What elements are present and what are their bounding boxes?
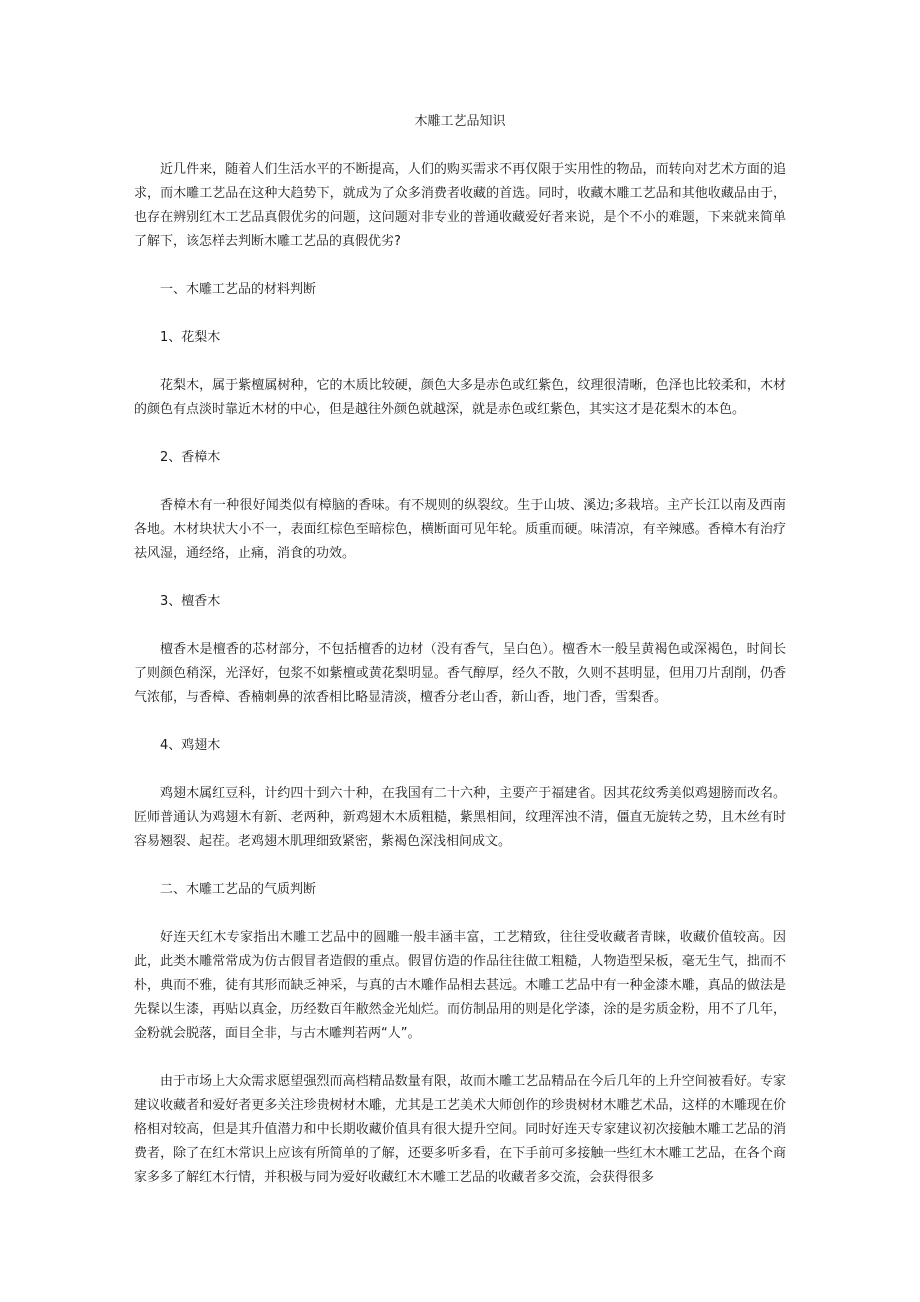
document-title: 木雕工艺品知识 bbox=[414, 114, 506, 129]
item-tanxiang-heading: 3、檀香木 bbox=[160, 594, 221, 609]
item-jichi-text: 鸡翅木属红豆科，计约四十到六十种，在我国有二十六种，主要产于福建省。因其花纹秀美似鸡翅膀而改名。匠师普通认为鸡翅木有新、老两种，新鸡翅木木质粗糙，紫黑相间，纹理浑浊不清，僵直无旋转之势，且木丝有时容易翘裂、起茬。老鸡翅木肌理细致紧密，紫褐色深浅相间成文。 bbox=[134, 786, 786, 849]
section-1-heading: 一、木雕工艺品的材料判断 bbox=[160, 282, 317, 297]
section-2-paragraph-1: 好连天红木专家指出木雕工艺品中的圆雕一般丰涵丰富，工艺精致，往往受收藏者青睐，收藏价值较高。因此，此类木雕常常成为仿古假冒者造假的重点。假冒仿造的作品往往做工粗糙，人物造型呆板，毫无生气，拙而不朴，典而不雅，徒有其形而缺乏神采，与真的古木雕作品相去甚远。木雕工艺品中有一种金漆木雕，真品的做法是先髹以生漆，再贴以真金，历经数百年敝然金光灿烂。而仿制品用的则是化学漆，涂的是劣质金粉，用不了几年，金粉就会脱落，面目全非，与古木雕判若两“人”。 bbox=[134, 930, 786, 1041]
document-page bbox=[134, 110, 786, 1190]
section-2-heading: 二、木雕工艺品的气质判断 bbox=[160, 882, 317, 897]
intro-paragraph: 近几件来，随着人们生活水平的不断提高，人们的购买需求不再仅限于实用性的物品，而转向对艺术方面的追求，而木雕工艺品在这种大趋势下，就成为了众多消费者收藏的首选。同时，收藏木雕工艺品和其他收藏品由于，也存在辨别红木工艺品真假优劣的问题，这问题对非专业的普通收藏爱好者来说，是个不小的难题，下来就来简单了解下，该怎样去判断木雕工艺品的真假优劣? bbox=[134, 162, 786, 249]
item-huali-heading: 1、花梨木 bbox=[160, 330, 221, 345]
item-jichi-heading: 4、鸡翅木 bbox=[160, 738, 221, 753]
item-tanxiang-text: 檀香木是檀香的芯材部分，不包括檀香的边材（没有香气，呈白色）。檀香木一般呈黄褐色或深褐色，时间长了则颜色稍深，光泽好，包浆不如紫檀或黄花梨明显。香气醇厚，经久不散，久则不甚明显，但用刀片刮削，仍香气浓郁，与香樟、香楠刺鼻的浓香相比略显清淡，檀香分老山香，新山香，地门香，雪梨香。 bbox=[134, 642, 786, 705]
item-xiangzhang-text: 香樟木有一种很好闻类似有樟脑的香味。有不规则的纵裂纹。生于山坡、溪边;多栽培。主产长江以南及西南各地。木材块状大小不一，表面红棕色至暗棕色，横断面可见年轮。质重而硬。味清凉，有辛辣感。香樟木有治疗祛风湿，通经络，止痛，消食的功效。 bbox=[134, 498, 786, 561]
section-2-paragraph-2: 由于市场上大众需求愿望强烈而高档精品数量有限，故而木雕工艺品精品在今后几年的上升空间被看好。专家建议收藏者和爱好者更多关注珍贵树材木雕，尤其是工艺美术大师创作的珍贵树材木雕艺术品，这样的木雕现在价格相对较高，但是其升值潜力和中长期收藏价值具有很大提升空间。同时好连天专家建议初次接触木雕工艺品的消费者，除了在红木常识上应该有所简单的了解，还要多听多看，在下手前可多接触一些红木木雕工艺品，在各个商家多多了解红木行情，并积极与同为爱好收藏红木木雕工艺品的收藏者多交流，会获得很多 bbox=[134, 1074, 786, 1185]
item-huali-text: 花梨木，属于紫檀属树种，它的木质比较硬，颜色大多是赤色或红紫色，纹理很清晰，色泽也比较柔和，木材的颜色有点淡时靠近木材的中心，但是越往外颜色就越深，就是赤色或红紫色，其实这才是花梨木的本色。 bbox=[134, 378, 786, 417]
item-xiangzhang-heading: 2、香樟木 bbox=[160, 450, 221, 465]
